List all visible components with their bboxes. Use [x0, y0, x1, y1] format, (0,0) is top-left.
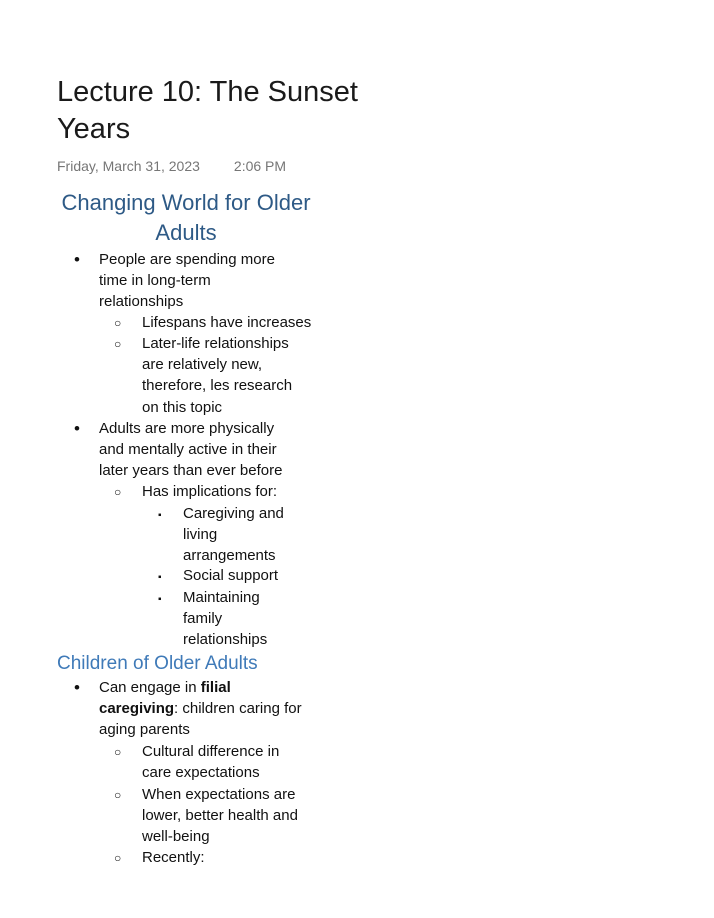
list-item: [114, 741, 299, 783]
list-item-text: Maintaining family relationships: [183, 589, 268, 649]
list-item-text: Caregiving and living arrangements: [183, 505, 284, 565]
list-item: [158, 565, 298, 586]
page-date: Friday, March 31, 2023: [57, 158, 200, 174]
list-item: [158, 503, 298, 567]
list-item: [74, 677, 314, 741]
bullet-circle: ○: [114, 745, 122, 759]
section-heading-changing-world: Changing World for Older Adults: [61, 190, 311, 245]
page-meta: [57, 157, 286, 175]
bullet-square: ▪: [158, 510, 162, 521]
list-item-text: When expectations are lower, better health and well-being: [142, 786, 298, 846]
term-filial-caregiving: filial caregiving: [99, 679, 231, 718]
list-item-text: People are spending more time in long-term relationships: [99, 251, 275, 311]
list-item: [114, 481, 324, 502]
bullet-circle: ○: [114, 337, 122, 351]
bullet-disc: •: [74, 678, 80, 697]
list-item-text: [74, 677, 314, 741]
bullet-square: ▪: [158, 572, 162, 583]
bullet-circle: ○: [114, 788, 122, 802]
list-item: [114, 847, 319, 868]
bullet-disc: •: [74, 250, 80, 269]
list-item-text: Social support: [183, 567, 279, 584]
list-item: [74, 418, 302, 482]
list-item: [114, 784, 319, 848]
page-title: Lecture 10: The Sunset Years: [57, 76, 358, 145]
bullet-disc: •: [74, 419, 80, 438]
list-item-text: Adults are more physically and mentally active in their later years than ever before: [99, 420, 283, 480]
section-heading-children: Children of Older Adults: [57, 653, 258, 674]
list-item: [158, 587, 283, 651]
text-prefix: Can engage in: [99, 679, 201, 696]
list-item-text: Later-life relationships are relatively new, therefore, les research on this topic: [142, 335, 293, 416]
bullet-circle: ○: [114, 851, 122, 865]
list-item-text: Has implications for:: [142, 483, 278, 500]
list-item-text: Cultural difference in care expectations: [142, 743, 280, 782]
list-item: [114, 312, 324, 333]
bullet-circle: ○: [114, 485, 122, 499]
list-item-text: Lifespans have increases: [142, 314, 312, 331]
list-item: [74, 249, 289, 313]
bullet-square: ▪: [158, 594, 162, 605]
page-time: 2:06 PM: [233, 158, 287, 174]
list-item: [114, 333, 309, 418]
text-suffix: : children caring for aging parents: [99, 700, 302, 739]
bullet-circle: ○: [114, 316, 122, 330]
list-item-text: Recently:: [142, 849, 205, 866]
